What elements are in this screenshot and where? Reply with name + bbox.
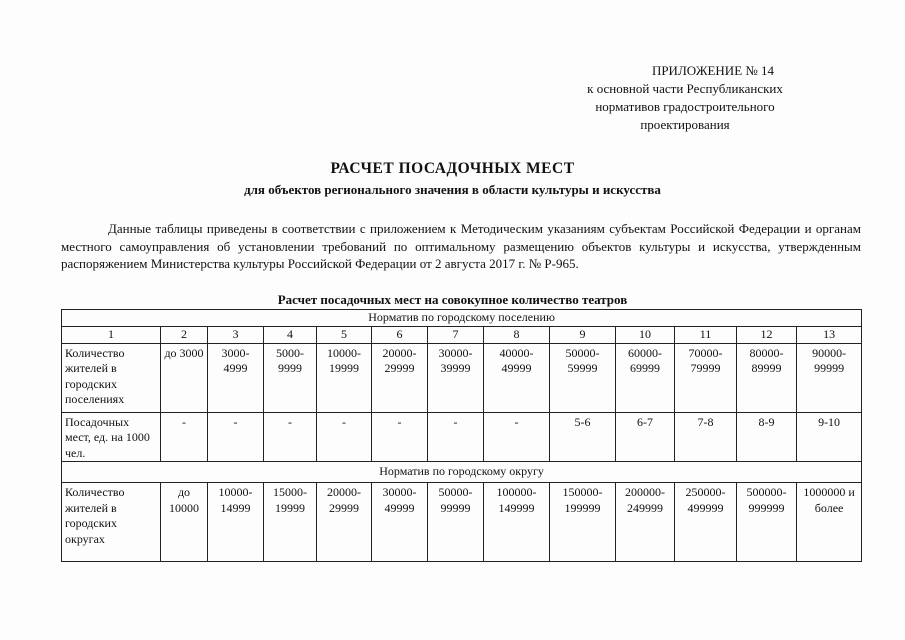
column-number-row xyxy=(62,327,862,344)
column-number: 10 xyxy=(616,327,675,344)
column-number: 5 xyxy=(317,327,372,344)
table-cell: до 3000 xyxy=(161,343,208,412)
appendix-header xyxy=(560,62,810,134)
column-number: 11 xyxy=(675,327,737,344)
column-number: 9 xyxy=(550,327,616,344)
column-number: 7 xyxy=(428,327,484,344)
table-cell: 30000-39999 xyxy=(428,343,484,412)
table-cell: 100000-149999 xyxy=(484,483,550,562)
table-cell: 200000-249999 xyxy=(616,483,675,562)
table-cell: - xyxy=(317,412,372,462)
row-label: Посадочных мест, ед. на 1000 чел. xyxy=(62,412,161,462)
table-cell: - xyxy=(428,412,484,462)
column-number: 6 xyxy=(372,327,428,344)
row-label: Количество жителей в городских поселениях xyxy=(62,343,161,412)
table-cell: 40000-49999 xyxy=(484,343,550,412)
intro-paragraph xyxy=(61,220,861,273)
appendix-number: ПРИЛОЖЕНИЕ № 14 xyxy=(651,63,775,78)
table-cell: - xyxy=(484,412,550,462)
table-cell: 10000-19999 xyxy=(317,343,372,412)
table-cell: 3000-4999 xyxy=(208,343,264,412)
table-cell: - xyxy=(372,412,428,462)
table-row-seats xyxy=(62,412,862,462)
table-cell: 1000000 и более xyxy=(797,483,862,562)
column-number: 8 xyxy=(484,327,550,344)
table-cell: 20000-29999 xyxy=(372,343,428,412)
table-cell: 15000-19999 xyxy=(264,483,317,562)
document-subtitle: для объектов регионального значения в области культуры и искусства xyxy=(244,182,661,197)
table-cell: 250000-499999 xyxy=(675,483,737,562)
column-number: 2 xyxy=(161,327,208,344)
table-cell: до 10000 xyxy=(161,483,208,562)
row-label: Количество жителей в городских округах xyxy=(62,483,161,562)
table-cell: - xyxy=(208,412,264,462)
table-row-settlement-residents xyxy=(62,343,862,412)
table-cell: 150000-199999 xyxy=(550,483,616,562)
appendix-line-3: нормативов градостроительного xyxy=(595,99,775,114)
table-cell: 500000-999999 xyxy=(737,483,797,562)
table-cell: 80000-89999 xyxy=(737,343,797,412)
table-cell: 70000-79999 xyxy=(675,343,737,412)
appendix-line-4: проектирования xyxy=(640,117,730,132)
table-cell: 90000-99999 xyxy=(797,343,862,412)
table-cell: 10000-14999 xyxy=(208,483,264,562)
column-number: 3 xyxy=(208,327,264,344)
table-cell: 9-10 xyxy=(797,412,862,462)
seats-table xyxy=(61,309,862,562)
table-cell: 20000-29999 xyxy=(317,483,372,562)
table-cell: 8-9 xyxy=(737,412,797,462)
table-cell: 7-8 xyxy=(675,412,737,462)
table-cell: 30000-49999 xyxy=(372,483,428,562)
column-number: 12 xyxy=(737,327,797,344)
table-cell: - xyxy=(161,412,208,462)
table-cell: - xyxy=(264,412,317,462)
appendix-line-2: к основной части Республиканских xyxy=(587,81,783,96)
section-district-header: Норматив по городскому округу xyxy=(62,462,862,483)
table-cell: 5-6 xyxy=(550,412,616,462)
intro-paragraph-text: Данные таблицы приведены в соответствии с приложением к Методическим указаниям субъектам Российской Федерации и органам местного самоуправления об установлении требований по оптимальному размещению объектов культуры и искусства, утвержденным распоряжением Министерства культуры Российской Федерации от 2 августа 2017 г. № Р-965. xyxy=(61,221,861,271)
column-number: 1 xyxy=(62,327,161,344)
table-caption: Расчет посадочных мест на совокупное количество театров xyxy=(277,292,628,307)
column-number: 4 xyxy=(264,327,317,344)
column-number: 13 xyxy=(797,327,862,344)
section-settlement-header: Норматив по городскому поселению xyxy=(62,310,862,327)
table-row-district-residents xyxy=(62,483,862,562)
table-cell: 50000-59999 xyxy=(550,343,616,412)
table-cell: 50000-99999 xyxy=(428,483,484,562)
table-cell: 60000-69999 xyxy=(616,343,675,412)
table-cell: 5000-9999 xyxy=(264,343,317,412)
table-cell: 6-7 xyxy=(616,412,675,462)
document-title: РАСЧЕТ ПОСАДОЧНЫХ МЕСТ xyxy=(330,160,575,177)
